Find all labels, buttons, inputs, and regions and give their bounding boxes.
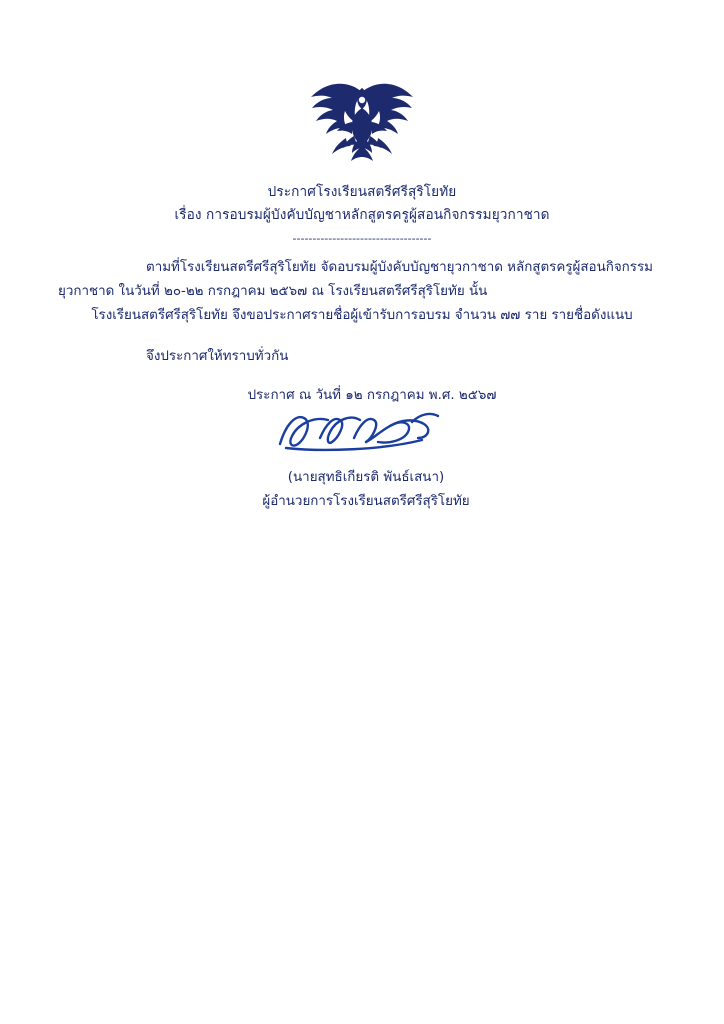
document-body [58,256,666,328]
title-divider: ----------------------------------- [292,232,432,245]
signer-name: (นายสุทธิเกียรติ พันธ์เสนา) [287,470,445,485]
handwritten-signature [0,404,724,460]
body-paragraph-line-3: โรงเรียนสตรีศรีสุริโยทัย จึงขอประกาศรายชื่อผู้เข้ารับการอบรม จำนวน ๗๗ ราย รายชื่อดังแนบ [91,308,633,323]
document-title-line-2: เรื่อง การอบรมผู้บังคับบัญชาหลักสูตรครูผู้สอนกิจกรรมยุวกาชาด [174,207,550,223]
body-paragraph-line-1: ตามที่โรงเรียนสตรีศรีสุริโยทัย จัดอบรมผู้บังคับบัญชายุวกาชาด หลักสูตรครูผู้สอนกิจกรรม [146,260,653,275]
announcement-date: ประกาศ ณ วันที่ ๑๒ กรกฎาคม พ.ศ. ๒๕๖๗ [247,388,497,403]
document-title-line-1: ประกาศโรงเรียนสตรีศรีสุริโยทัย [267,184,457,200]
body-paragraph-line-2: ยุวกาชาด ในวันที่ ๒๐-๒๒ กรกฎาคม ๒๕๖๗ ณ โรงเรียนสตรีศรีสุริโยทัย นั้น [58,284,488,299]
closing-statement: จึงประกาศให้ทราบทั่วกัน [146,349,289,364]
signer-role: ผู้อำนวยการโรงเรียนสตรีศรีสุริโยทัย [262,494,470,509]
garuda-emblem [0,78,724,170]
